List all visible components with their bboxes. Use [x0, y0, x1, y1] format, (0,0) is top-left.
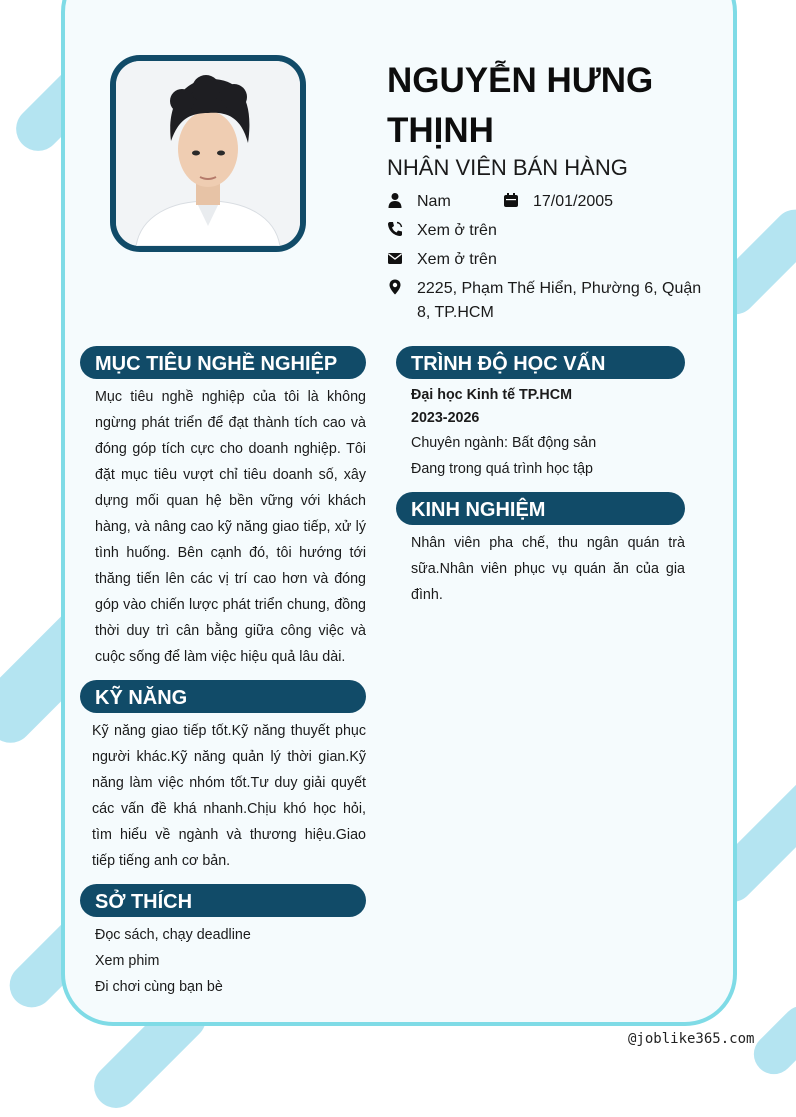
education-major: Chuyên ngành: Bất động sản: [411, 435, 597, 451]
gender-value: Nam: [417, 193, 451, 210]
email-value: Xem ở trên: [417, 251, 497, 268]
map-pin-icon: [387, 279, 403, 295]
objective-heading: MỤC TIÊU NGHỀ NGHIỆP: [80, 346, 366, 379]
calendar-icon: [503, 192, 519, 208]
address-value: 2225, Phạm Thế Hiển, Phường 6, Quận 8, TP.HCM: [417, 280, 702, 321]
address-row: [387, 277, 722, 327]
candidate-position: NHÂN VIÊN BÁN HÀNG: [387, 155, 628, 180]
education-years: 2023-2026: [411, 410, 480, 426]
portrait-illustration: [116, 61, 300, 246]
hobby-item: Đi chơi cùng bạn bè: [95, 979, 223, 995]
watermark: @joblike365.com: [628, 1031, 755, 1047]
objective-text: Mục tiêu nghề nghiệp của tôi là không ngừng phát triển để đạt thành tích cao và đóng góp tích cực cho doanh nghiệp. Tôi đặt mục tiêu vượt chỉ tiêu doanh số, xây dựng mối quan hệ bền vững với khách hàng, và nâng cao kỹ năng giao tiếp, xử lý tình huống. Bên cạnh đó, tôi hướng tới thăng tiến lên các vị trí cao hơn và đóng góp vào chiến lược phát triển chung, đồng thời duy trì cân bằng giữa công việc và cuộc sống để làm việc hiệu quả lâu dài.: [95, 389, 366, 665]
phone-icon: [387, 221, 403, 237]
gender-row: [387, 190, 497, 214]
hobbies-heading: SỞ THÍCH: [80, 884, 366, 917]
email-row: [387, 248, 687, 272]
birthdate-value: 17/01/2005: [533, 193, 614, 210]
education-status: Đang trong quá trình học tập: [411, 461, 594, 477]
phone-row: [387, 219, 687, 243]
person-icon: [387, 192, 403, 208]
candidate-name: NGUYỄN HƯNG THỊNH: [387, 61, 654, 150]
envelope-icon: [387, 250, 403, 266]
hobby-item: Đọc sách, chạy deadline: [95, 927, 251, 943]
skills-heading: KỸ NĂNG: [80, 680, 366, 713]
birthdate-row: [503, 190, 633, 214]
education-school: Đại học Kinh tế TP.HCM: [411, 387, 572, 403]
hobby-item: Xem phim: [95, 953, 160, 969]
education-heading: TRÌNH ĐỘ HỌC VẤN: [396, 346, 685, 379]
profile-photo: [110, 55, 306, 252]
skills-text: Kỹ năng giao tiếp tốt.Kỹ năng thuyết phục người khác.Kỹ năng quản lý thời gian.Kỹ năng làm việc nhóm tốt.Tư duy giải quyết các vấn đề khá nhanh.Chịu khó học hỏi, tìm hiểu về ngành và thương hiệu.Giao tiếp tiếng anh cơ bản.: [92, 723, 366, 869]
experience-text: Nhân viên pha chế, thu ngân quán trà sữa.Nhân viên phục vụ quán ăn của gia đình.: [411, 535, 685, 603]
experience-heading: KINH NGHIỆM: [396, 492, 685, 525]
phone-value: Xem ở trên: [417, 222, 497, 239]
